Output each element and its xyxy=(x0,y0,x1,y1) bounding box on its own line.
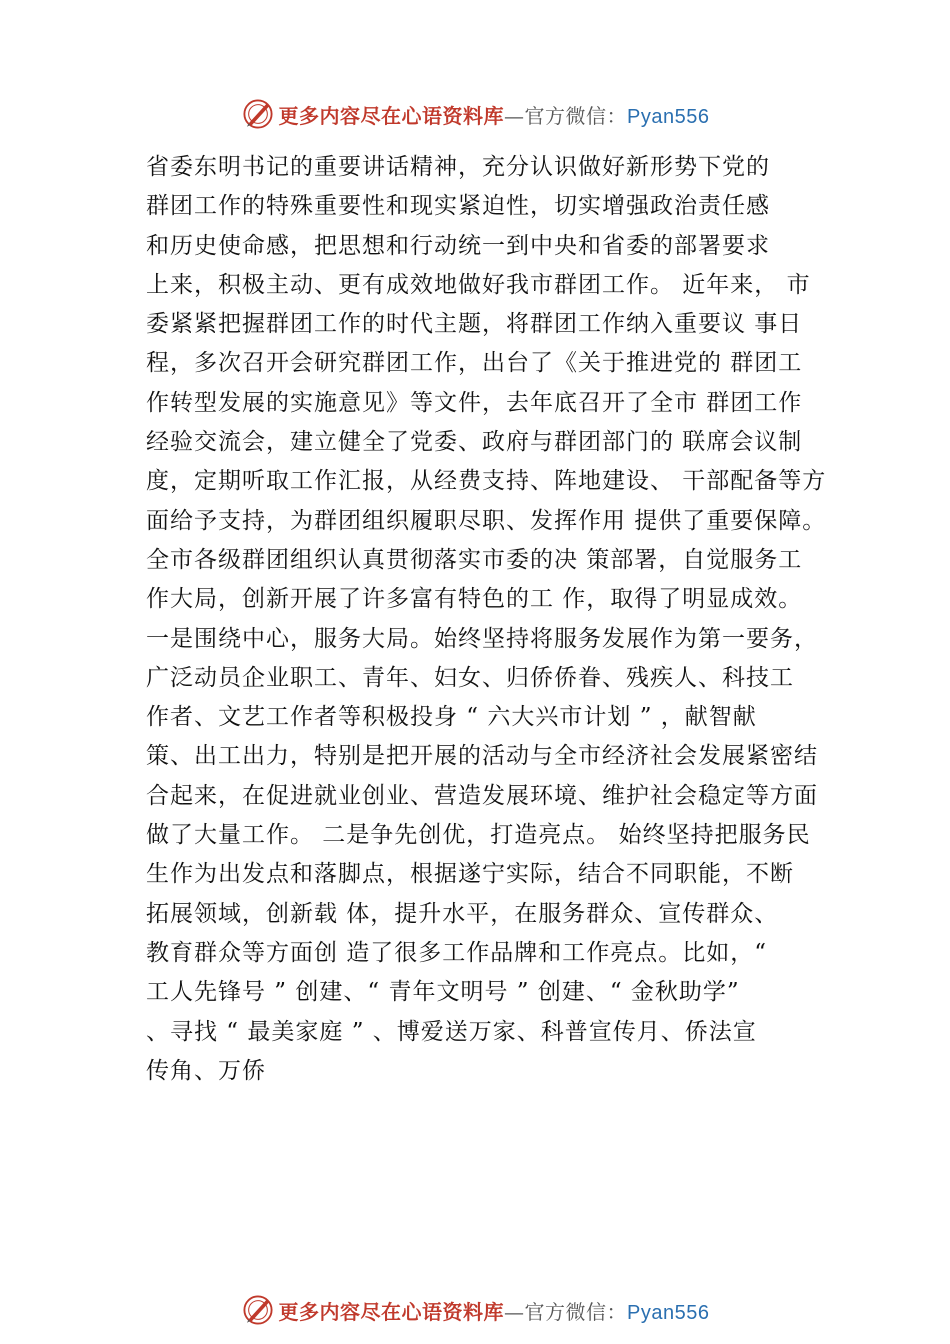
brand-logo-icon xyxy=(241,97,275,131)
footer-banner xyxy=(0,1288,950,1332)
body-line: 上来，积极主动、更有成效地做好我市群团工作。 近年来， 市 xyxy=(146,271,811,298)
body-line: 广泛动员企业职工、青年、妇女、归侨侨眷、残疾人、科技工 xyxy=(146,664,794,691)
body-line: 省委东明书记的重要讲话精神，充分认识做好新形势下党的 xyxy=(146,154,770,180)
body-line: 、寻找 “ 最美家庭 ” 、博爱送万家、科普宣传月、侨法宣 xyxy=(146,1018,757,1045)
header-banner xyxy=(0,92,950,136)
body-line: 教育群众等方面创 造了很多工作品牌和工作亮点。比如，“ xyxy=(146,939,768,966)
body-line: 生作为出发点和落脚点，根据遂宁实际，结合不同职能，不断 xyxy=(146,861,794,888)
body-line: 全市各级群团组织认真贯彻落实市委的决 策部署，自觉服务工 xyxy=(146,546,803,573)
banner-channel: 官方微信： xyxy=(524,103,628,128)
banner-separator: — xyxy=(504,103,525,128)
body-line: 拓展领域，创新载 体，提升水平，在服务群众、宣传群众、 xyxy=(146,900,779,927)
body-line: 作者、文艺工作者等积极投身 “ 六大兴市计划 ” ，献智献 xyxy=(146,704,757,731)
body-line: 作转型发展的实施意见》等文件，去年底召开了全市 群团工作 xyxy=(146,389,803,416)
body-line: 策、出工出力，特别是把开展的活动与全市经济社会发展紧密结 xyxy=(146,743,818,770)
banner-channel: 官方微信： xyxy=(524,1299,628,1324)
body-line: 委紧紧把握群团工作的时代主题，将群团工作纳入重要议 事日 xyxy=(146,311,803,338)
body-line: 群团工作的特殊重要性和现实紧迫性，切实增强政治责任感 xyxy=(146,193,770,220)
body-line: 作大局，创新开展了许多富有特色的工 作，取得了明显成效。 xyxy=(146,586,803,613)
body-line: 合起来，在促进就业创业、营造发展环境、维护社会稳定等方面 xyxy=(146,782,818,809)
banner-brand: 更多内容尽在心语资料库 xyxy=(278,103,505,128)
brand-logo-icon xyxy=(241,1293,275,1327)
body-line: 传角、万侨 xyxy=(146,1057,266,1084)
body-line: 面给予支持，为群团组织履职尽职、发挥作用 提供了重要保障。 xyxy=(146,507,827,534)
banner-account: Pyan556 xyxy=(627,1301,710,1324)
body-line: 度，定期听取工作汇报，从经费支持、阵地建设、 干部配备等方 xyxy=(146,468,827,495)
banner-account: Pyan556 xyxy=(627,105,710,128)
body-line: 和历史使命感，把思想和行动统一到中央和省委的部署要求 xyxy=(146,232,770,259)
document-body xyxy=(146,148,836,1091)
banner-text xyxy=(279,1296,710,1325)
body-line: 经验交流会，建立健全了党委、政府与群团部门的 联席会议制 xyxy=(146,429,803,456)
body-line: 程，多次召开会研究群团工作，出台了《关于推进党的 群团工 xyxy=(146,350,803,377)
banner-brand: 更多内容尽在心语资料库 xyxy=(278,1299,505,1324)
banner-text xyxy=(279,100,710,129)
body-line: 一是围绕中心，服务大局。始终坚持将服务发展作为第一要务， xyxy=(146,625,818,652)
banner-separator: — xyxy=(504,1299,525,1324)
body-line: 做了大量工作。 二是争先创优，打造亮点。 始终坚持把服务民 xyxy=(146,822,811,849)
body-line: 工人先锋号 ” 创建、“ 青年文明号 ” 创建、“ 金秋助学” xyxy=(146,979,740,1006)
